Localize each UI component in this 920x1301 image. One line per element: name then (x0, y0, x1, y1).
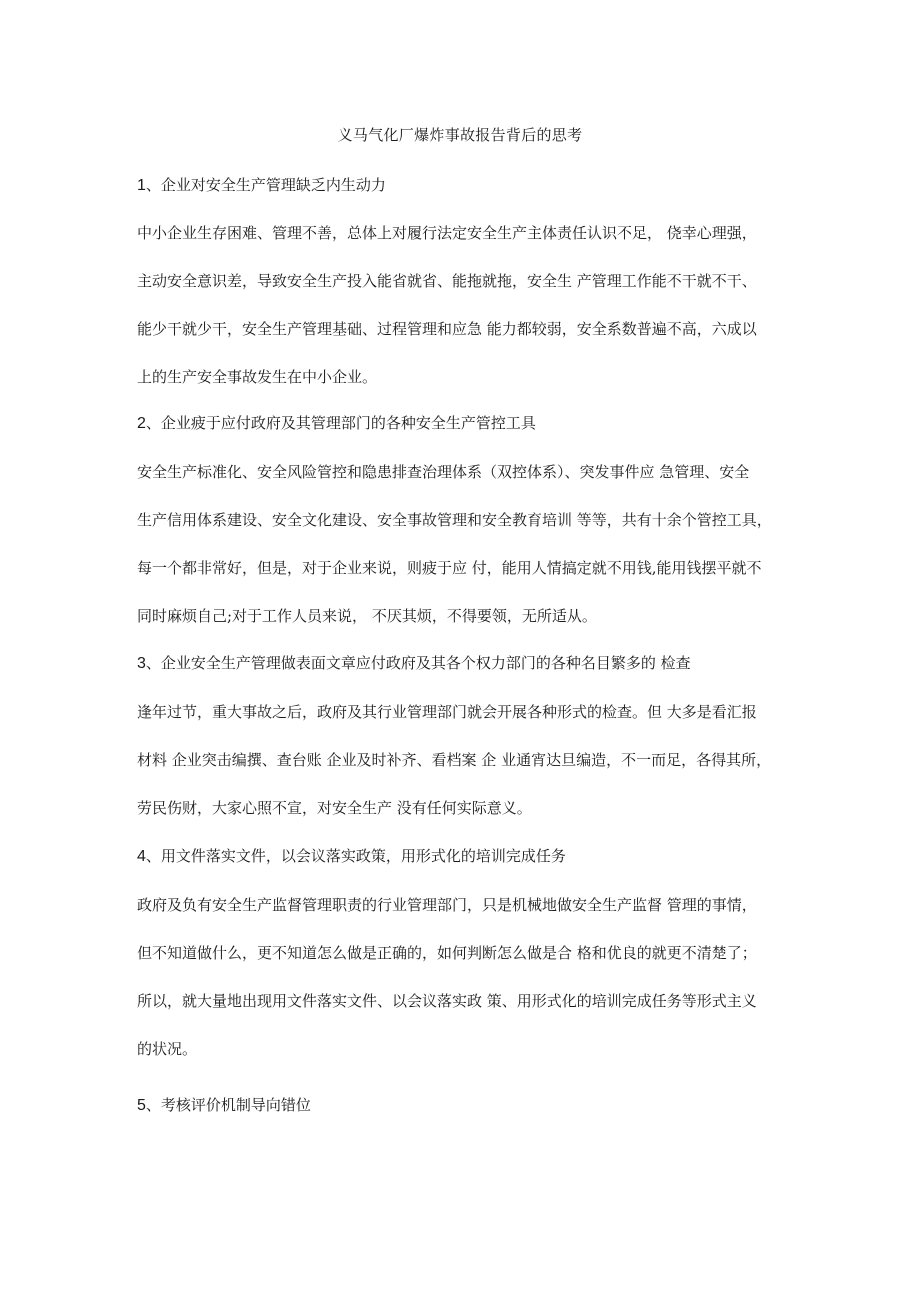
paragraph-line: 主动安全意识差，导致安全生产投入能省就省、能拖就拖，安全生 产管理工作能不干就不干、 (137, 272, 757, 290)
section-heading-2 (137, 412, 536, 435)
paragraph-line: 材料 企业突击编撰、查台账 企业及时补齐、看档案 企 业通宵达旦编造，不一而足，各得其所， (137, 751, 772, 769)
section-heading-text: 、企业安全生产管理做表面文章应付政府及其各个权力部门的各种名目繁多的 检查 (145, 654, 691, 672)
section-number: 2 (137, 415, 146, 432)
paragraph-line: 但不知道做什么，更不知道怎么做是正确的，如何判断怎么做是合 格和优良的就更不清楚了； (137, 944, 757, 962)
paragraph-line: 每一个都非常好，但是，对于企业来说，则疲于应 付，能用人情搞定就不用钱,能用钱摆平就不 (137, 559, 762, 577)
paragraph-line: 劳民伤财，大家心照不宣，对安全生产 没有任何实际意义。 (137, 799, 532, 817)
paragraph-line: 同时麻烦自己;对于工作人员来说， 不厌其烦，不得要领，无所适从。 (137, 607, 597, 625)
page-title: 义马气化厂爆炸事故报告背后的思考 (337, 126, 583, 144)
section-heading-3 (137, 652, 691, 675)
section-number: 4 (137, 848, 146, 865)
paragraph-line: 生产信用体系建设、安全文化建设、安全事故管理和安全教育培训 等等，共有十余个管控工具， (137, 511, 772, 529)
section-number: 1 (137, 177, 146, 194)
section-heading-1 (137, 174, 386, 197)
paragraph-line: 能少干就少干，安全生产管理基础、过程管理和应急 能力都较弱，安全系数普遍不高，六成以 (137, 320, 757, 338)
paragraph-line: 安全生产标准化、安全风险管控和隐患排查治理体系（双控体系）、突发事件应 急管理、安全 (137, 463, 750, 481)
section-heading-text: 、用文件落实文件，以会议落实政策，用形式化的培训完成任务 (145, 847, 566, 865)
section-heading-text: 、考核评价机制导向错位 (145, 1096, 311, 1114)
section-heading-text: 、企业疲于应付政府及其管理部门的各种安全生产管控工具 (145, 414, 536, 432)
paragraph-line: 所以，就大量地出现用文件落实文件、以会议落实政 策、用形式化的培训完成任务等形式主义 (137, 992, 757, 1010)
section-heading-5 (137, 1094, 311, 1117)
paragraph-line: 政府及负有安全生产监督管理职责的行业管理部门，只是机械地做安全生产监督 管理的事情， (137, 896, 757, 914)
paragraph-line: 上的生产安全事故发生在中小企业。 (137, 368, 378, 386)
paragraph-line: 逢年过节，重大事故之后，政府及其行业管理部门就会开展各种形式的检查。但 大多是看汇报 (137, 703, 757, 721)
paragraph-line: 中小企业生存困难、管理不善，总体上对履行法定安全生产主体责任认识不足， 侥幸心理强， (137, 224, 757, 242)
section-number: 3 (137, 655, 146, 672)
section-heading-4 (137, 845, 566, 868)
section-heading-text: 、企业对安全生产管理缺乏内生动力 (145, 176, 386, 194)
section-number: 5 (137, 1097, 146, 1114)
paragraph-line: 的状况。 (137, 1040, 198, 1058)
